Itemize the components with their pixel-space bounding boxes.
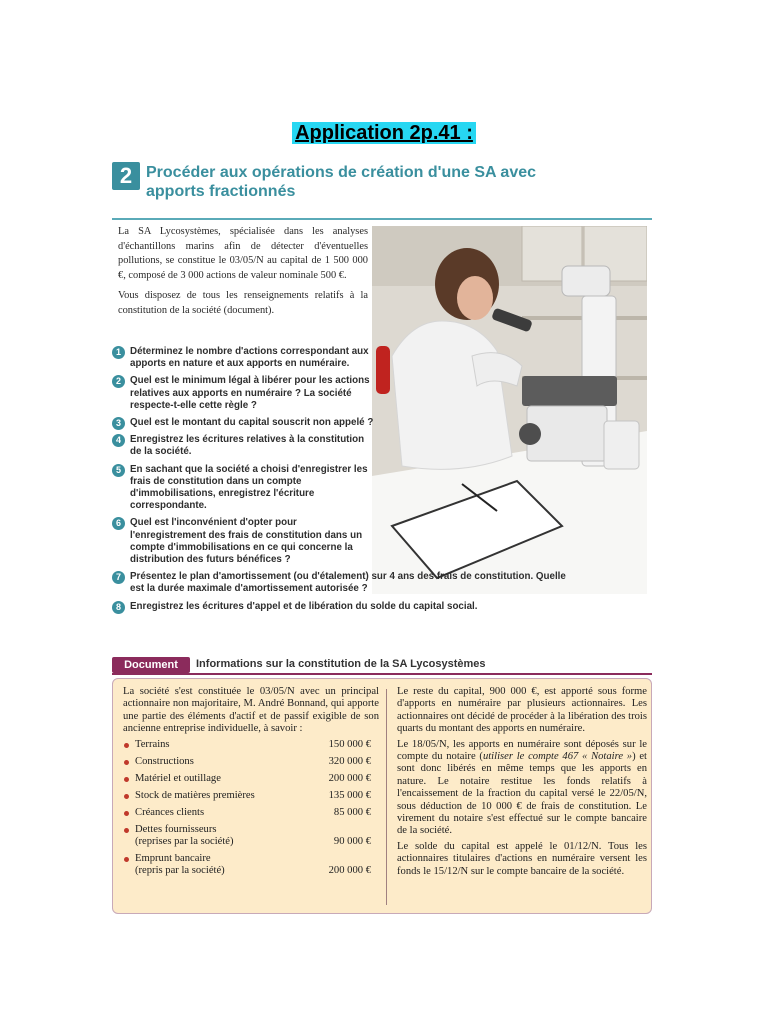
bullet-icon <box>124 743 129 748</box>
intro-paragraph-2: Vous disposez de tous les renseignements relatifs à la constitution de la société (document). <box>118 290 368 316</box>
question-item <box>112 375 374 412</box>
asset-value: 200 000 € <box>328 772 371 784</box>
question-number: 8 <box>112 601 125 614</box>
question-number: 7 <box>112 571 125 584</box>
question-text: Déterminez le nombre d'actions correspondant aux apports en nature et aux apports en numéraire. <box>130 346 369 370</box>
question-text: Quel est le montant du capital souscrit non appelé ? <box>130 417 374 429</box>
asset-value: 85 000 € <box>333 806 371 818</box>
questions-list <box>112 346 572 618</box>
document-label: Document <box>112 657 190 673</box>
question-item <box>112 571 572 595</box>
intro-text <box>118 225 368 325</box>
asset-item <box>123 807 379 819</box>
question-item <box>112 417 374 429</box>
asset-label: Créances clients <box>135 806 205 818</box>
column-separator <box>386 689 387 905</box>
question-number: 4 <box>112 434 125 447</box>
asset-label-note: (repris par la société) <box>135 865 225 877</box>
question-text: Enregistrez les écritures relatives à la constitution de la société. <box>130 434 365 458</box>
asset-item <box>123 739 379 751</box>
asset-item <box>123 790 379 802</box>
question-number: 5 <box>112 464 125 477</box>
question-text: Présentez le plan d'amortissement (ou d'étalement) sur 4 ans des frais de constitution. Quelle est la durée maximale d'amortissement autorisée ? <box>130 571 566 595</box>
question-item <box>112 434 374 458</box>
document-divider <box>112 673 652 675</box>
question-number: 3 <box>112 417 125 430</box>
exercise-number-badge: 2 <box>112 162 140 190</box>
document-right-paragraph-1: Le reste du capital, 900 000 €, est apporté sous forme d'apports en numéraire par plusieurs actionnaires. Les actionnaires ont décidé de procéder à la libération des trois quarts du montant des apports en numéraire. <box>397 686 647 735</box>
asset-label: Emprunt bancaire <box>135 853 211 865</box>
bullet-icon <box>124 777 129 782</box>
question-item <box>112 601 572 613</box>
document-right-paragraph-3: Le solde du capital est appelé le 01/12/N. Tous les actionnaires titulaires d'actions en numéraire versent les fonds le 15/12/N sur le compte bancaire de la société. <box>397 840 647 877</box>
document-title: Informations sur la constitution de la SA Lycosystèmes <box>196 658 486 670</box>
page-title-wrap <box>0 122 768 145</box>
exercise-heading: Procéder aux opérations de création d'une SA avec apports fractionnés <box>146 164 537 200</box>
bullet-icon <box>124 760 129 765</box>
paragraph-2-start: Le 18/05/N, les apports en numéraire sont déposés sur le compte du notaire ( <box>397 738 647 763</box>
intro-paragraph-1: La SA Lycosystèmes, spécialisée dans les analyses d'échantillons marins afin de détecter d'éventuelles pollutions, se constitue le 03/05/N au capital de 1 500 000 €, composé de 3 000 actions de valeur nominale 500 €. <box>118 226 368 281</box>
asset-value: 320 000 € <box>328 755 371 767</box>
asset-item <box>123 824 379 849</box>
bullet-icon <box>124 828 129 833</box>
question-text: Quel est le minimum légal à libérer pour les actions relatives aux apports en numéraire ? La société respecte-t-elle cette règle ? <box>130 375 370 411</box>
page-title: Application 2p.41 : <box>292 122 476 144</box>
asset-label-note: (reprises par la société) <box>135 836 234 848</box>
asset-label: Terrains <box>135 738 170 750</box>
asset-value: 90 000 € <box>333 836 371 848</box>
paragraph-2-italic: utiliser le compte 467 « Notaire » <box>482 751 633 763</box>
asset-label: Constructions <box>135 755 194 767</box>
document-right-paragraph-2 <box>397 739 647 838</box>
asset-item <box>123 773 379 785</box>
question-item <box>112 517 374 566</box>
asset-value: 135 000 € <box>328 789 371 801</box>
document-right-column <box>397 686 647 881</box>
document-left-column <box>123 686 379 882</box>
bullet-icon <box>124 794 129 799</box>
document-left-intro: La société s'est constituée le 03/05/N avec un principal actionnaire non majoritaire, M. André Bonnand, qui apporte une partie des éléments d'actif et de passif exigible de son ancienne entreprise individuelle, à savoir : <box>123 686 379 735</box>
question-number: 1 <box>112 346 125 359</box>
bullet-icon <box>124 857 129 862</box>
asset-value: 200 000 € <box>328 865 371 877</box>
asset-label: Matériel et outillage <box>135 772 221 784</box>
document-box <box>112 678 652 914</box>
question-text: Enregistrez les écritures d'appel et de libération du solde du capital social. <box>130 600 478 612</box>
asset-value: 150 000 € <box>328 738 371 750</box>
question-item <box>112 464 374 513</box>
question-number: 6 <box>112 517 125 530</box>
asset-label: Stock de matières premières <box>135 789 255 801</box>
bullet-icon <box>124 811 129 816</box>
question-item <box>112 346 374 370</box>
asset-label: Dettes fournisseurs <box>135 823 217 835</box>
paragraph-2-end: ) et sont donc libérés en même temps que les apports en nature. Le notaire restitue les fonds relatifs à l'encaissement de la fraction du capital versé le 22/05/N, sous déduction de 10 000 € de frais de constitution. Le virement du notaire s'est effectué sur le compte bancaire de la société. <box>397 751 648 837</box>
document-header <box>112 657 652 673</box>
question-number: 2 <box>112 375 125 388</box>
question-text: En sachant que la société a choisi d'enregistrer les frais de constitution dans un compte d'immobilisations, enregistrez l'écriture correspondante. <box>130 463 368 512</box>
question-text: Quel est l'inconvénient d'opter pour l'enregistrement des frais de constitution dans un compte d'immobilisations en ce qui concerne la distribution des futurs bénéfices ? <box>130 517 363 566</box>
heading-divider <box>112 218 652 220</box>
asset-item <box>123 853 379 878</box>
asset-item <box>123 756 379 768</box>
